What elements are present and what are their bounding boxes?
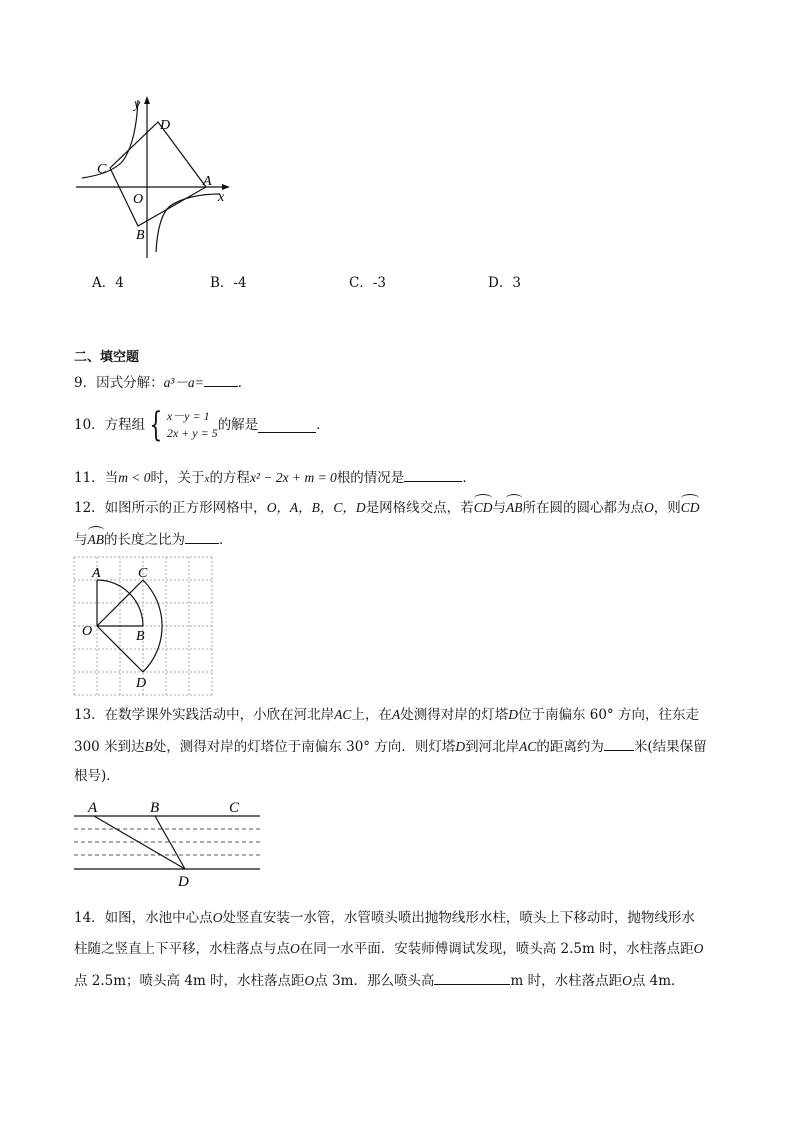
label-C: C — [97, 162, 107, 177]
label-D: D — [160, 118, 171, 133]
label-C: C — [138, 566, 148, 581]
label-O: O — [82, 624, 93, 639]
label-y: y — [134, 97, 141, 112]
question-13-line-2: 300 米到达B处，测得对岸的灯塔位于南偏东 30° 方向．则灯塔D到河北岸AC的距离约为 米(结果保留 — [74, 736, 707, 757]
label-B: B — [150, 800, 160, 816]
answer-blank-10[interactable] — [258, 418, 316, 433]
label-x: x — [218, 190, 225, 205]
question-12-line-2: 与AB的长度之比为 ． — [74, 529, 233, 550]
choice-a[interactable]: A．4 — [92, 275, 124, 291]
question-14-line-3: 点 2.5m；喷头高 4m 时，水柱落点距O点 3m．那么喷头高 m 时，水柱落点距O点 4m． — [74, 970, 685, 991]
label-A: A — [92, 566, 101, 581]
question-14-line-2: 柱随之竖直上下平移，水柱落点与点O在同一水平面．安装师傅调试发现，喷头高 2.5m 时，水柱落点距O — [74, 941, 704, 957]
answer-blank-14[interactable] — [434, 970, 510, 985]
label-O: O — [133, 192, 144, 207]
grid-arc-figure — [73, 556, 215, 696]
choice-d[interactable]: D．3 — [488, 275, 521, 291]
choice-b[interactable]: B．-4 — [210, 275, 247, 291]
section-title: 二、填空题 — [74, 350, 140, 365]
label-B: B — [136, 629, 145, 644]
hyperbola-square-figure — [70, 92, 240, 260]
label-A: A — [88, 800, 98, 816]
label-D: D — [136, 676, 147, 691]
label-D: D — [178, 874, 189, 890]
question-11: 11．当m < 0时，关于x的方程x² − 2x + m = 0根的情况是 ． — [74, 467, 476, 489]
brace-icon: { — [149, 405, 163, 445]
question-14-line-1: 14．如图，水池中心点O处竖直安装一水管，水管喷头喷出抛物线形水柱，喷头上下移动时，抛物线形水 — [74, 910, 695, 926]
answer-blank-11[interactable] — [404, 467, 462, 482]
answer-blank-12[interactable] — [185, 529, 219, 544]
label-B: B — [136, 228, 145, 243]
question-13-line-1: 13．在数学课外实践活动中，小欣在河北岸AC上，在A处测得对岸的灯塔D位于南偏东 60° 方向，往东走 — [74, 707, 699, 723]
equation-system: { x－y = 1 2x + y = 5 — [149, 405, 218, 445]
label-C: C — [229, 800, 240, 816]
answer-blank-13[interactable] — [604, 736, 634, 751]
river-figure — [72, 796, 264, 890]
choice-c[interactable]: C．-3 — [349, 275, 386, 291]
question-9: 9．因式分解：a³－a= ． — [74, 372, 251, 393]
question-13-line-3: 根号)． — [74, 768, 120, 784]
question-12-line-1: 12．如图所示的正方形网格中，O，A，B，C，D是网格线交点，若CD与AB所在圆的圆心都为点O，则CD — [74, 500, 700, 516]
label-A: A — [203, 174, 212, 189]
answer-blank-9[interactable] — [204, 372, 238, 387]
question-10: 10．方程组 { x－y = 1 2x + y = 5 的解是 ． — [74, 405, 330, 445]
